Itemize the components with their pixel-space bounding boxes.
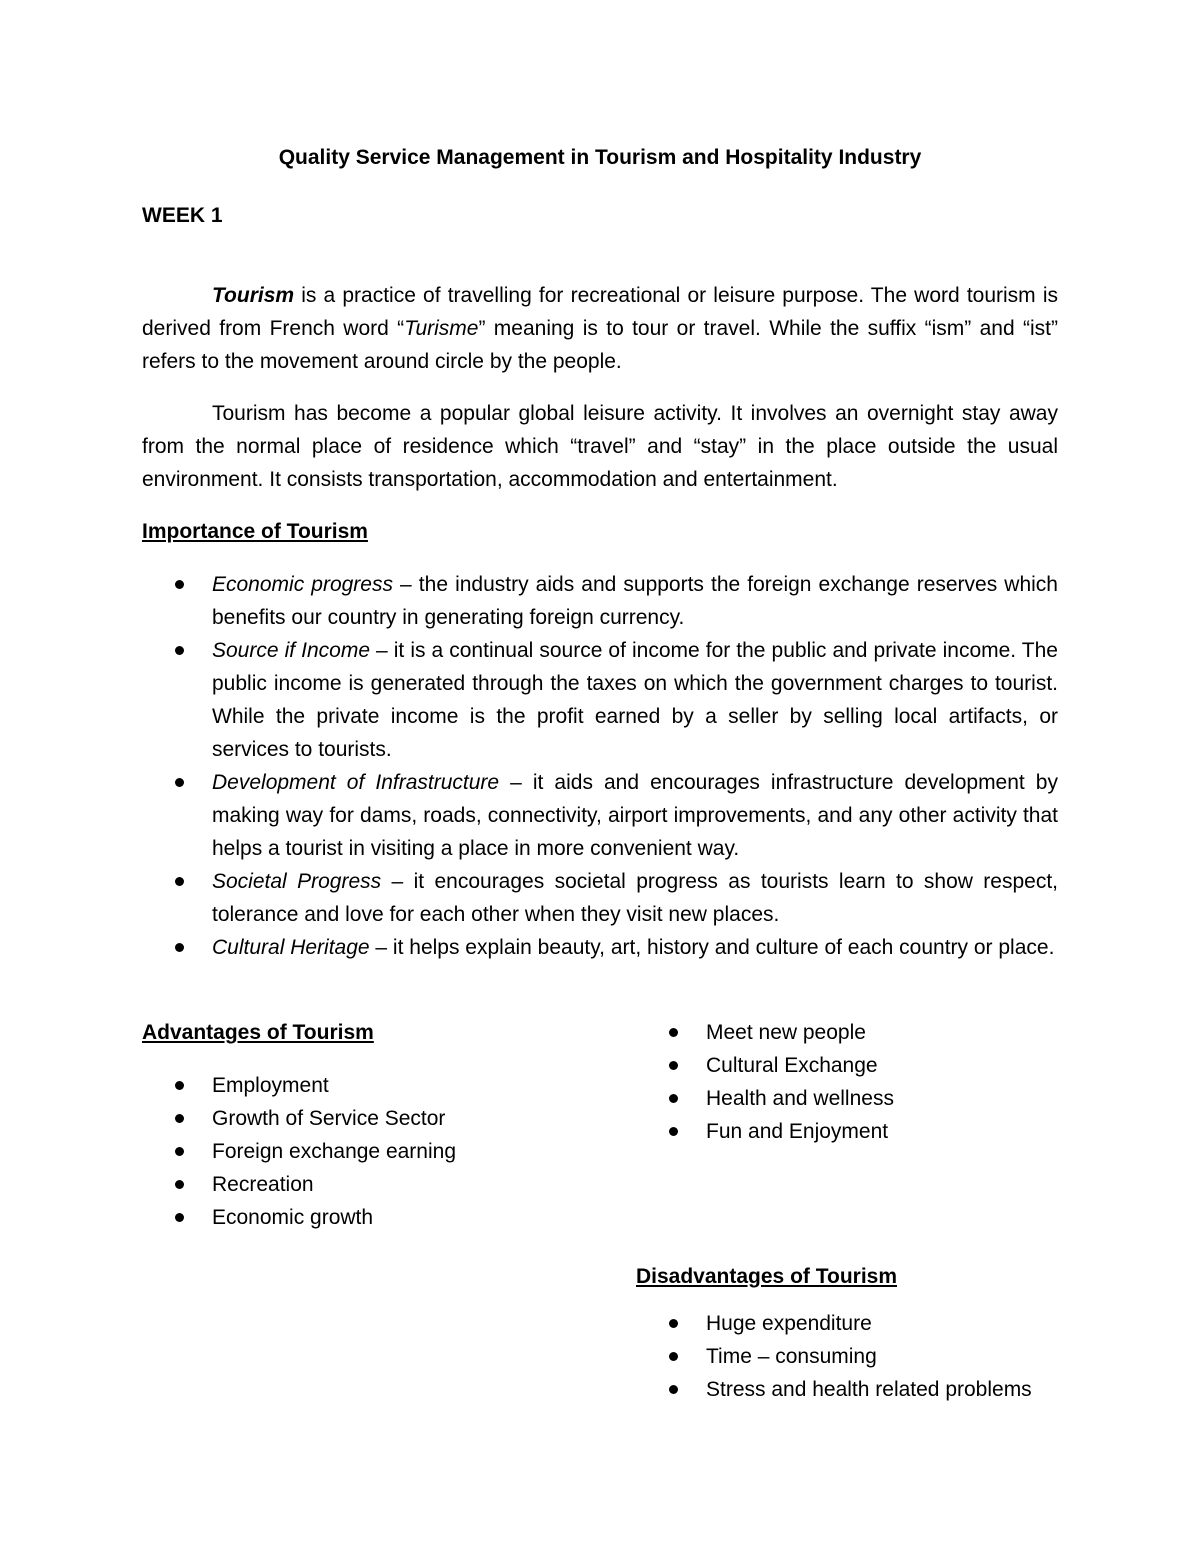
advantage-label: Health and wellness — [706, 1087, 894, 1110]
importance-term: Economic progress — [212, 573, 393, 596]
advantage-item — [142, 1201, 582, 1234]
intro-paragraph-2 — [142, 397, 1058, 496]
intro-p1-text-a: is a practice of travelling for recreational or leisure purpose. The word tourism is derived from French word “ — [142, 284, 1058, 340]
advantage-item — [142, 1168, 582, 1201]
disadvantage-label: Time – consuming — [706, 1345, 877, 1368]
bullet-icon — [175, 943, 184, 952]
advantage-label: Fun and Enjoyment — [706, 1120, 889, 1143]
importance-item — [142, 931, 1058, 964]
importance-heading: Importance of Tourism — [142, 520, 368, 543]
importance-text: – it aids and encourages infrastructure development by making way for dams, roads, connectivity, airport improvements, and any other activity that helps a tourist in visiting a place in more convenient way. — [212, 771, 1058, 860]
intro-paragraph-1 — [142, 279, 1058, 378]
importance-item — [142, 766, 1058, 865]
bullet-icon — [175, 1180, 184, 1189]
week-label: WEEK 1 — [142, 204, 223, 227]
importance-term: Development of Infrastructure — [212, 771, 500, 794]
bullet-icon — [669, 1061, 678, 1070]
disadvantage-item — [636, 1340, 1076, 1373]
importance-item — [142, 568, 1058, 634]
advantage-label: Cultural Exchange — [706, 1054, 878, 1077]
bullet-icon — [669, 1094, 678, 1103]
intro-p1-text-b: ” meaning is to tour or travel. While the suffix “ism” and “ist” refers to the movement around circle by the people. — [142, 317, 1058, 373]
bullet-icon — [175, 580, 184, 589]
advantage-item — [142, 1069, 582, 1102]
advantages-list-left — [142, 1069, 582, 1234]
advantage-label: Economic growth — [212, 1206, 374, 1229]
bullet-icon — [669, 1127, 678, 1136]
bullet-icon — [175, 1081, 184, 1090]
bullet-icon — [175, 778, 184, 787]
advantages-list-right — [636, 1016, 1076, 1148]
advantage-item — [142, 1135, 582, 1168]
importance-text: – it helps explain beauty, art, history and culture of each country or place. — [369, 936, 1055, 959]
advantage-item — [142, 1102, 582, 1135]
importance-term: Source if Income — [212, 639, 370, 662]
bullet-icon — [669, 1385, 678, 1394]
document-title: Quality Service Management in Tourism and Hospitality Industry — [278, 146, 922, 169]
advantage-label: Foreign exchange earning — [212, 1140, 457, 1163]
importance-list — [142, 568, 1058, 964]
bullet-icon — [669, 1319, 678, 1328]
advantage-label: Recreation — [212, 1173, 314, 1196]
disadvantages-heading: Disadvantages of Tourism — [636, 1265, 898, 1288]
advantage-item — [636, 1016, 1076, 1049]
advantage-item — [636, 1049, 1076, 1082]
importance-item — [142, 865, 1058, 931]
disadvantage-label: Stress and health related problems — [706, 1378, 1032, 1401]
bullet-icon — [175, 1213, 184, 1222]
importance-text: – the industry aids and supports the foreign exchange reserves which benefits our country in generating foreign currency. — [212, 573, 1058, 629]
disadvantage-item — [636, 1373, 1076, 1406]
intro-p2-text: Tourism has become a popular global leisure activity. It involves an overnight stay away from the normal place of residence which “travel” and “stay” in the place outside the usual environment. It consists transportation, accommodation and entertainment. — [142, 402, 1058, 491]
advantage-label: Meet new people — [706, 1021, 866, 1044]
advantage-label: Employment — [212, 1074, 329, 1097]
advantage-label: Growth of Service Sector — [212, 1107, 446, 1130]
disadvantage-item — [636, 1307, 1076, 1340]
bullet-icon — [669, 1028, 678, 1037]
advantage-item — [636, 1115, 1076, 1148]
bullet-icon — [175, 646, 184, 655]
bullet-icon — [175, 1147, 184, 1156]
importance-item — [142, 634, 1058, 766]
disadvantages-list — [636, 1307, 1076, 1406]
disadvantage-label: Huge expenditure — [706, 1312, 872, 1335]
bullet-icon — [175, 877, 184, 886]
importance-text: – it is a continual source of income for the public and private income. The public income is generated through the taxes on which the government charges to tourist. While the private income is the profit earned by a seller by selling local artifacts, or services to tourists. — [212, 639, 1058, 761]
importance-text: – it encourages societal progress as tourists learn to show respect, tolerance and love for each other when they visit new places. — [212, 870, 1059, 926]
importance-term: Societal Progress — [212, 870, 382, 893]
tourism-term: Tourism — [212, 284, 295, 307]
advantage-item — [636, 1082, 1076, 1115]
bullet-icon — [669, 1352, 678, 1361]
turisme-term: Turisme — [404, 317, 479, 340]
importance-term: Cultural Heritage — [212, 936, 370, 959]
advantages-heading: Advantages of Tourism — [142, 1021, 374, 1044]
bullet-icon — [175, 1114, 184, 1123]
